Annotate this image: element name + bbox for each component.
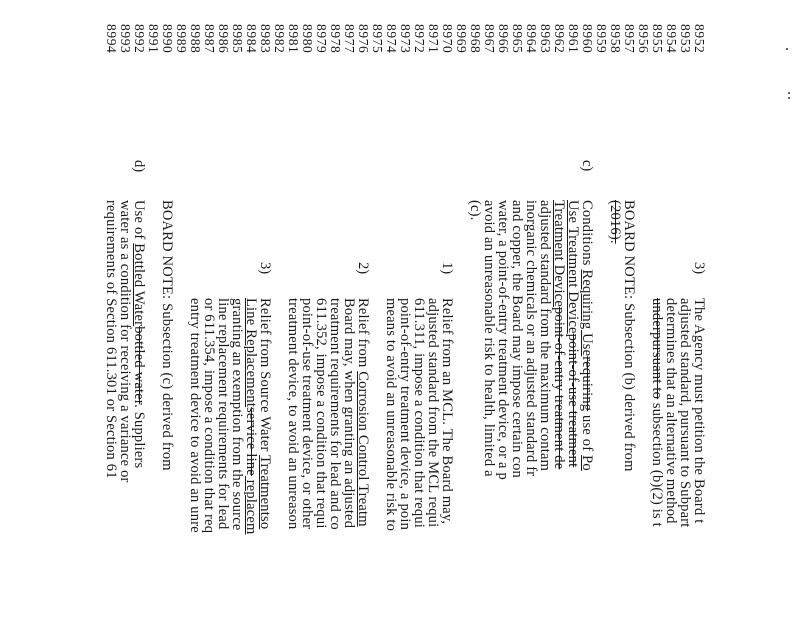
para-c-line-9: (c). [467, 200, 483, 221]
item-3-line-2: Line Replacementservice line replacem [243, 298, 259, 535]
para-d-line-3: requirements of Section 611.301 or Section 61 [103, 200, 119, 479]
line-number: 8959 [594, 24, 609, 54]
item-2-line-4: 611.352, impose a condition that requi [313, 298, 329, 529]
para-c-line-7: water, a point-of-entry treatment device, or a p [495, 200, 511, 480]
item-3-line-1: Relief from Source Water Treatmentso [257, 298, 273, 530]
line-number: 8986 [216, 24, 231, 54]
board-note-b-line-1: BOARD NOTE: Subsection (b) derived from [621, 200, 637, 472]
line-number: 8975 [370, 24, 385, 54]
line-number: 8978 [328, 24, 343, 54]
board-note-b-line-2: (2016). [607, 200, 623, 244]
board-note-c: BOARD NOTE: Subsection (c) derived from [159, 200, 175, 471]
para-c-line-4: adjusted standard from the maximum contam [537, 200, 553, 472]
item-1-line-4: point-of-entry treatment device, a poin [397, 298, 413, 531]
para-c-line-5: inorganic chemicals or an adjusted standard fr [523, 200, 539, 477]
line-number: 8973 [398, 24, 413, 54]
item-label-1: 1) [439, 262, 455, 275]
item-label-3-top: 3) [691, 262, 707, 275]
line-number: 8972 [412, 24, 427, 54]
line-number: 8963 [538, 24, 553, 54]
line-number: 8990 [160, 24, 175, 54]
item-label-d: d) [131, 160, 147, 173]
line-number: 8980 [300, 24, 315, 54]
line-number: 8957 [622, 24, 637, 54]
line-number: 8991 [146, 24, 161, 54]
item-label-3: 3) [257, 262, 273, 275]
line-number: 8985 [230, 24, 245, 54]
para-d-line-2: water as a condition for receiving a variance or [117, 200, 133, 483]
line-number: 8954 [664, 24, 679, 54]
para-c-line-8: avoid an unreasonable risk to health, limited a [481, 200, 497, 477]
item-3-line-3: granting an exemption from the source [229, 298, 245, 531]
line-number: 8979 [314, 24, 329, 54]
line-number: 8969 [454, 24, 469, 54]
para-3-line-3: determines that an alternative method [663, 298, 679, 524]
line-number: 8962 [552, 24, 567, 54]
line-number: 8971 [426, 24, 441, 54]
line-number: 8965 [510, 24, 525, 54]
item-1-line-3: 611.311, impose a condition that requi [411, 298, 427, 529]
line-number: 8989 [174, 24, 189, 54]
para-3-line-2: adjusted standard, pursuant to Subpart [677, 298, 693, 528]
line-number: 8968 [468, 24, 483, 54]
scan-speck [788, 97, 790, 99]
line-number: 8952 [692, 24, 707, 54]
item-3-line-5: or 611.354, impose a condition that req [201, 298, 217, 534]
item-1-line-2: adjusted standard from the MCL requi [425, 298, 441, 528]
item-2-line-6: treatment device, to avoid an unreason [285, 298, 301, 530]
para-d-line-1: Use of Bottled Waterbottled water. Suppliers [131, 200, 147, 469]
struck-text: underpursuant to [649, 298, 665, 400]
line-number: 8982 [272, 24, 287, 54]
para-3-line-4: underpursuant to subsection (b)(2) is t [649, 298, 665, 527]
item-1-line-5: means to avoid an unreasonable risk to [383, 298, 399, 532]
para-c-line-2: Use Treatment Devicepoint-of-use treatment [565, 200, 581, 468]
item-1-line-1: Relief from an MCL. The Board may, [439, 298, 455, 525]
scan-speck [786, 48, 788, 50]
scan-speck [788, 92, 790, 94]
line-number: 8984 [244, 24, 259, 54]
line-number: 8976 [356, 24, 371, 54]
line-number: 8967 [482, 24, 497, 54]
line-number: 8956 [636, 24, 651, 54]
line-number: 8987 [202, 24, 217, 54]
line-number: 8958 [608, 24, 623, 54]
item-2-line-2: Board may, when granting an adjusted [341, 298, 357, 529]
line-number: 8977 [342, 24, 357, 54]
line-number: 8970 [440, 24, 455, 54]
para-c-line-1: Conditions Requiring Userequiring use of Po [579, 200, 595, 471]
line-number: 8964 [524, 24, 539, 54]
line-number: 8960 [580, 24, 595, 54]
line-number: 8974 [384, 24, 399, 54]
item-label-2: 2) [355, 262, 371, 275]
line-number: 8992 [132, 24, 147, 54]
item-2-line-5: point-of-use treatment device, or other [299, 298, 315, 530]
line-number: 8961 [566, 24, 581, 54]
item-label-c: c) [579, 160, 595, 172]
para-c-line-6: and copper, the Board may impose certain con [509, 200, 525, 478]
item-2-line-1: Relief from Corrosion Control Treatm [355, 298, 371, 527]
item-3-line-6: entry treatment device to avoid an unre [187, 298, 203, 533]
line-number: 8966 [496, 24, 511, 54]
line-number: 8983 [258, 24, 273, 54]
para-c-line-3: Treatment Devicepoint-of-entry treatment de [551, 200, 567, 470]
line-number: 8953 [678, 24, 693, 54]
line-number: 8955 [650, 24, 665, 54]
line-number: 8981 [286, 24, 301, 54]
item-2-line-3: treatment requirements for lead and co [327, 298, 343, 530]
line-number: 8993 [118, 24, 133, 54]
para-3-line-1: The Agency must petition the Board t [691, 298, 707, 524]
line-number: 8994 [104, 24, 119, 54]
item-3-line-4: line replacement requirements for lead [215, 298, 231, 530]
line-number: 8988 [188, 24, 203, 54]
